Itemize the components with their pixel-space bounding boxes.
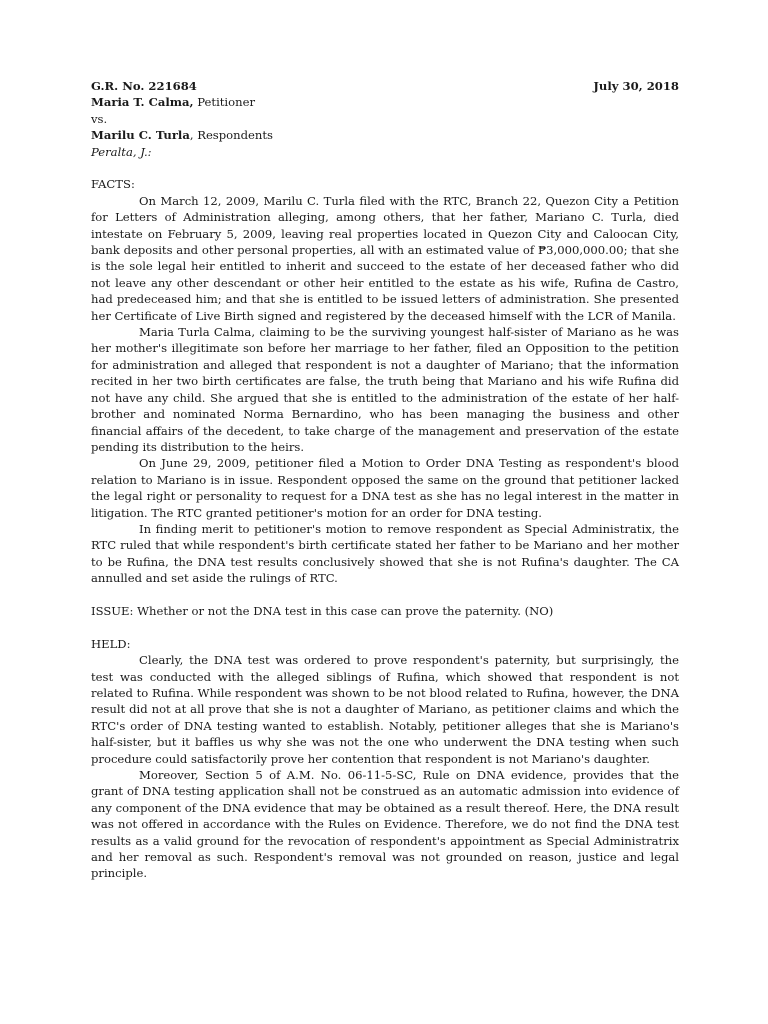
respondent-role: , Respondents xyxy=(189,128,273,143)
facts-paragraph: Maria Turla Calma, claiming to be the surviving youngest half-sister of Mariano as he was her mother's illegitimate son before her marriage to her father, filed an Opposition to the petition for administration and alleged that respondent is not a daughter of Mariano; that the information recited in her two birth certificates are false, the truth being that Mariano and his wife Rufina did not have any child. She argued that she is entitled to the administration of the estate of her half-brother and nominated Norma Bernardino, who has been managing the business and other financial affairs of the decedent, to take charge of the management and preservation of the estate pending its distribution to the heirs. xyxy=(91,325,679,454)
facts-heading: FACTS: xyxy=(91,177,135,192)
facts-paragraph: In finding merit to petitioner's motion to remove respondent as Special Administratix, the RTC ruled that while respondent's birth certificate stated her father to be Mariano and her mother to be Rufina, the DNA test results conclusively showed that she is not Rufina's daughter. The CA annulled and set aside the rulings of RTC. xyxy=(91,521,679,586)
petitioner-role: Petitioner xyxy=(193,95,255,110)
respondent-name: Marilu C. Turla xyxy=(91,128,190,143)
held-paragraph: Clearly, the DNA test was ordered to prove respondent's paternity, but surprisingly, the test was conducted with the alleged siblings of Rufina, which showed that respondent is not related to Rufina. While respondent was shown to be not blood related to Rufina, however, the DNA result did not at all prove that she is not a daughter of Mariano, as petitioner claims and which the RTC's order of DNA testing wanted to establish. Notably, petitioner alleges that she is Mariano's half-sister, but it baffles us why she was not the one who underwent the DNA testing when such procedure could satisfactorily prove her contention that respondent is not Mariano's daughter. xyxy=(91,653,679,766)
respondent-line xyxy=(91,127,679,143)
case-number: G.R. No. 221684 xyxy=(91,79,197,93)
facts-paragraph: On March 12, 2009, Marilu C. Turla filed with the RTC, Branch 22, Quezon City a Petition for Letters of Administration alleging, among others, that her father, Mariano C. Turla, died intestate on February 5, 2009, leaving real properties located in Quezon City and Caloocan City, bank deposits and other personal properties, all with an estimated value of ₱3,000,000.00; that she is the sole legal heir entitled to inherit and succeed to the estate of her deceased father who did not leave any other descendant or other heir entitled to the estate as his wife, Rufina de Castro, had predeceased him; and that she is entitled to be issued letters of administration. She presented her Certificate of Live Birth signed and registered by the deceased himself with the LCR of Manila. xyxy=(91,193,679,323)
issue-statement: ISSUE: Whether or not the DNA test in this case can prove the paternity. (NO) xyxy=(91,603,554,618)
petitioner-name: Maria T. Calma, xyxy=(91,95,194,110)
header-row xyxy=(91,78,679,94)
held-heading: HELD: xyxy=(91,636,131,651)
decision-date: July 30, 2018 xyxy=(593,79,679,93)
facts-paragraph: On June 29, 2009, petitioner filed a Motion to Order DNA Testing as respondent's blood relation to Mariano is in issue. Respondent opposed the same on the ground that petitioner lacked the legal right or personality to request for a DNA test as she has no legal interest in the matter in litigation. The RTC granted petitioner's motion for an order for DNA testing. xyxy=(91,456,679,520)
ponente: Peralta, J.: xyxy=(91,144,152,159)
case-digest-document xyxy=(91,78,679,882)
held-paragraph: Moreover, Section 5 of A.M. No. 06-11-5-SC, Rule on DNA evidence, provides that the grant of DNA testing application shall not be construed as an automatic admission into evidence of any component of the DNA evidence that may be obtained as a result thereof. Here, the DNA result was not offered in accordance with the Rules on Evidence. Therefore, we do not find the DNA test results as a valid ground for the revocation of respondent's appointment as Special Administratrix and her removal as such. Respondent's removal was not grounded on reason, justice and legal principle. xyxy=(91,768,679,881)
petitioner-line xyxy=(91,94,679,110)
versus-line: vs. xyxy=(91,111,108,126)
